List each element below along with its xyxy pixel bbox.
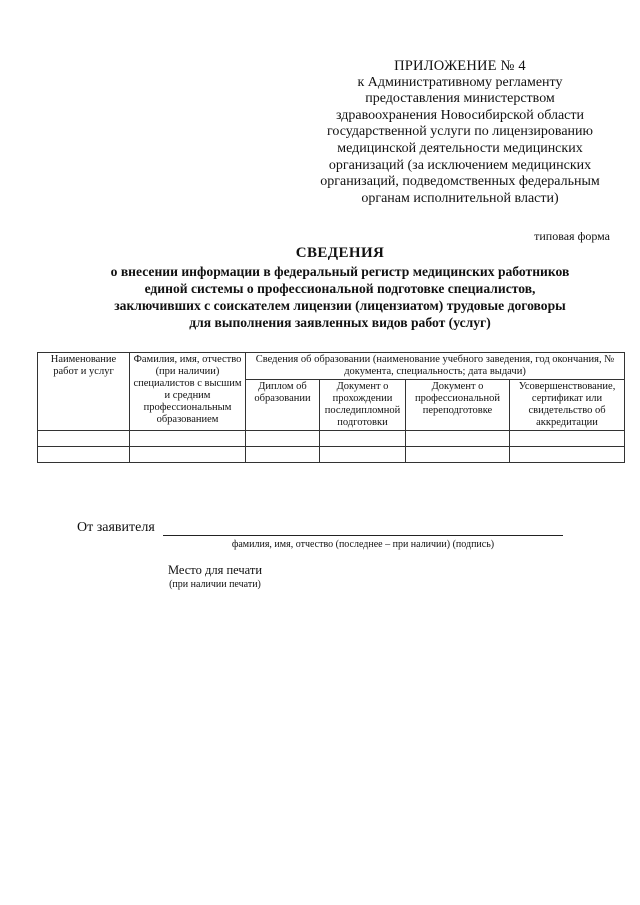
appendix-line: организаций, подведомственных федеральным (320, 174, 600, 190)
appendix-line: государственной услуги по лицензированию (327, 124, 593, 140)
appendix-line: предоставления министерством (365, 91, 555, 107)
applicant-label: От заявителя (77, 520, 155, 535)
table-cell[interactable] (510, 447, 625, 463)
form-type-label: типовая форма (534, 229, 610, 243)
table-cell[interactable] (130, 447, 246, 463)
appendix-line: здравоохранения Новосибирской области (335, 107, 584, 123)
header-works-services: Наименование работ и услуг (38, 353, 130, 431)
table-cell[interactable] (246, 431, 320, 447)
appendix-block (300, 58, 620, 207)
heading-line: единой системы о профессиональной подготовке специалистов, (144, 281, 536, 296)
table-cell[interactable] (406, 447, 510, 463)
table-cell[interactable] (130, 431, 246, 447)
stamp-note: (при наличии печати) (169, 579, 261, 590)
heading-line: для выполнения заявленных видов работ (услуг) (189, 315, 491, 330)
table-row (38, 447, 625, 463)
heading-title: СВЕДЕНИЯ (295, 245, 385, 261)
header-diploma: Диплом об образовании (246, 380, 320, 431)
specialists-table (37, 352, 625, 463)
table-row (38, 431, 625, 447)
table-cell[interactable] (320, 447, 406, 463)
header-postgraduate-doc: Документ о прохождении последипломной подготовки (320, 380, 406, 431)
document-heading (30, 245, 640, 331)
heading-line: о внесении информации в федеральный регистр медицинских работников (110, 264, 570, 279)
heading-line: заключивших с соискателем лицензии (лицензиатом) трудовые договоры (114, 298, 566, 313)
header-retraining-doc: Документ о профессиональной переподготовке (406, 380, 510, 431)
signature-line[interactable] (163, 535, 563, 536)
header-certificate: Усовершенствование, сертификат или свидетельство об аккредитации (510, 380, 625, 431)
table-cell[interactable] (38, 431, 130, 447)
header-education-info: Сведения об образовании (наименование учебного заведения, год окончания, № документа, специальность; дата выдачи) (246, 353, 625, 380)
appendix-line: медицинской деятельности медицинских (337, 140, 583, 156)
appendix-line: органам исполнительной власти) (361, 190, 559, 206)
table-cell[interactable] (510, 431, 625, 447)
table-cell[interactable] (320, 431, 406, 447)
table-cell[interactable] (246, 447, 320, 463)
stamp-place (163, 563, 267, 590)
header-specialist-name: Фамилия, имя, отчество (при наличии) специалистов с высшим и средним профессиональным образованием (130, 353, 246, 431)
appendix-line: к Административному регламенту (357, 74, 563, 90)
table-cell[interactable] (38, 447, 130, 463)
appendix-title: ПРИЛОЖЕНИЕ № 4 (394, 58, 526, 74)
table-cell[interactable] (406, 431, 510, 447)
stamp-label: Место для печати (167, 563, 263, 577)
table-header-row (38, 353, 625, 380)
signature-caption: фамилия, имя, отчество (последнее – при наличии) (подпись) (231, 539, 495, 550)
appendix-line: организаций (за исключением медицинских (328, 157, 592, 173)
